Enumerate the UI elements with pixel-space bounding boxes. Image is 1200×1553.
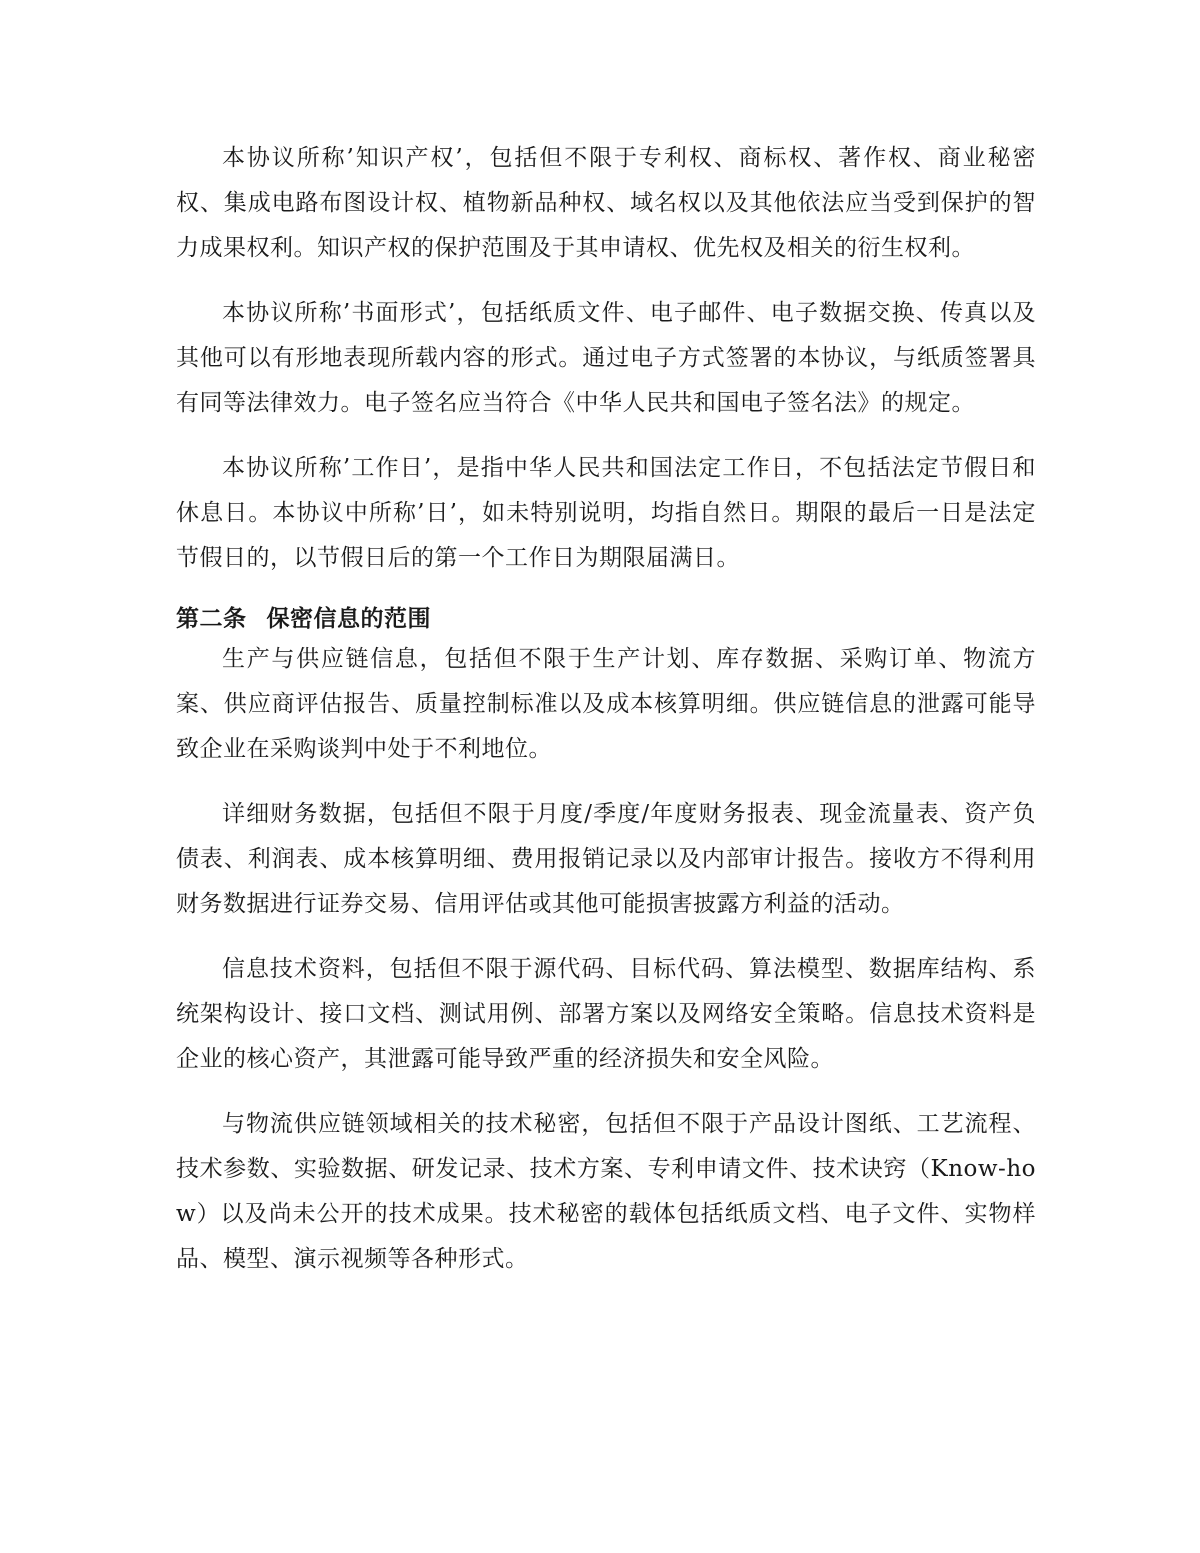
- section-heading: [176, 601, 1036, 637]
- section-title: 保密信息的范围: [266, 606, 431, 632]
- document-body: [176, 136, 1036, 1302]
- paragraph-supply-chain-info: 生产与供应链信息，包括但不限于生产计划、库存数据、采购订单、物流方案、供应商评估报告、质量控制标准以及成本核算明细。供应链信息的泄露可能导致企业在采购谈判中处于不利地位。: [176, 646, 1036, 762]
- section-number: 第二条: [176, 606, 247, 632]
- paragraph-financial-data: 详细财务数据，包括但不限于月度/季度/年度财务报表、现金流量表、资产负债表、利润表、成本核算明细、费用报销记录以及内部审计报告。接收方不得利用财务数据进行证券交易、信用评估或其他可能损害披露方利益的活动。: [176, 801, 1036, 917]
- paragraph-written-form-definition: 本协议所称’书面形式’，包括纸质文件、电子邮件、电子数据交换、传真以及其他可以有形地表现所载内容的形式。通过电子方式签署的本协议，与纸质签署具有同等法律效力。电子签名应当符合《中华人民共和国电子签名法》的规定。: [176, 300, 1036, 416]
- definitions-section: [176, 136, 1036, 581]
- confidential-info-scope-section: [176, 637, 1036, 1282]
- paragraph-technical-secrets: 与物流供应链领域相关的技术秘密，包括但不限于产品设计图纸、工艺流程、技术参数、实验数据、研发记录、技术方案、专利申请文件、技术诀窍（Know-how）以及尚未公开的技术成果。技术秘密的载体包括纸质文档、电子文件、实物样品、模型、演示视频等各种形式。: [176, 1111, 1036, 1272]
- paragraph-ip-definition: 本协议所称’知识产权’，包括但不限于专利权、商标权、著作权、商业秘密权、集成电路布图设计权、植物新品种权、域名权以及其他依法应当受到保护的智力成果权利。知识产权的保护范围及于其申请权、优先权及相关的衍生权利。: [176, 145, 1036, 261]
- paragraph-it-materials: 信息技术资料，包括但不限于源代码、目标代码、算法模型、数据库结构、系统架构设计、接口文档、测试用例、部署方案以及网络安全策略。信息技术资料是企业的核心资产，其泄露可能导致严重的经济损失和安全风险。: [176, 956, 1036, 1072]
- paragraph-working-day-definition: 本协议所称’工作日’，是指中华人民共和国法定工作日，不包括法定节假日和休息日。本协议中所称’日’，如未特别说明，均指自然日。期限的最后一日是法定节假日的，以节假日后的第一个工作日为期限届满日。: [176, 455, 1036, 571]
